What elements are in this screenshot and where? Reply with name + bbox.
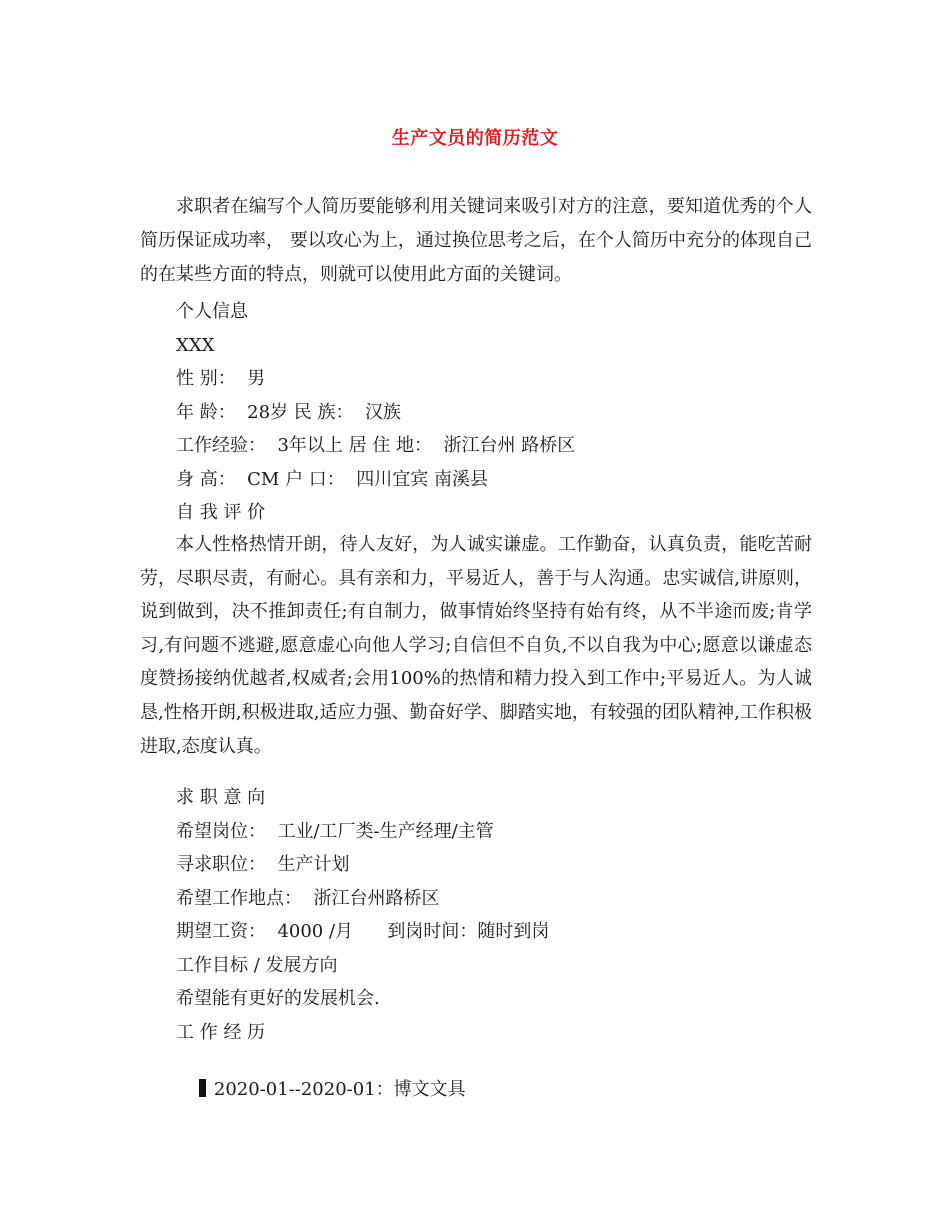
personal-info-heading: 个人信息 bbox=[176, 301, 248, 322]
goal-text: 希望能有更好的发展机会. bbox=[176, 988, 380, 1009]
document-title: 生产文员的简历范文 bbox=[391, 128, 559, 149]
desired-location-line: 希望工作地点： 浙江台州路桥区 bbox=[176, 888, 440, 909]
work-experience-entry bbox=[176, 1054, 466, 1126]
desired-position-line: 希望岗位： 工业/工厂类-生产经理/主管 bbox=[176, 821, 494, 842]
gender-line: 性 别： 男 bbox=[176, 368, 266, 389]
applicant-name: XXX bbox=[176, 335, 215, 356]
height-hukou-line: 身 高： CM 户 口： 四川宜宾 南溪县 bbox=[176, 469, 488, 490]
self-evaluation-heading: 自 我 评 价 bbox=[176, 502, 266, 523]
age-ethnicity-line: 年 龄： 28岁 民 族： 汉族 bbox=[176, 402, 401, 423]
job-intention-heading: 求 职 意 向 bbox=[176, 787, 266, 808]
sought-position-line: 寻求职位： 生产计划 bbox=[176, 854, 350, 875]
self-evaluation-text: 本人性格热情开朗，待人友好，为人诚实谦虚。工作勤奋，认真负责，能吃苦耐劳，尽职尽责，有耐心。具有亲和力，平易近人，善于与人沟通。忠实诚信,讲原则，说到做到，决不推卸责任;有自制力，做事情始终坚持有始有终，从不半途而废;肯学习,有问题不逃避,愿意虚心向他人学习;自信但不自负,不以自我为中心;愿意以谦虚态度赞扬接纳优越者,权威者;会用100%的热情和精力投入到工作中;平易近人。为人诚恳,性格开朗,积极进取,适应力强、勤奋好学、脚踏实地，有较强的团队精神,工作积极进取,态度认真。 bbox=[140, 534, 812, 757]
goal-heading: 工作目标 / 发展方向 bbox=[176, 955, 338, 976]
intro-paragraph: 求职者在编写个人简历要能够利用关键词来吸引对方的注意，要知道优秀的个人简历保证成功率， 要以攻心为上，通过换位思考之后，在个人简历中充分的体现自己的在某些方面的特点，则就可以使用此方面的关键词。 bbox=[140, 196, 812, 285]
bullet-icon bbox=[199, 1079, 206, 1097]
work-experience-heading: 工 作 经 历 bbox=[176, 1022, 266, 1043]
work-experience-entry-text: 2020-01--2020-01：博文文具 bbox=[213, 1079, 466, 1100]
salary-start-line: 期望工资： 4000 /月 到岗时间：随时到岗 bbox=[176, 921, 550, 942]
experience-residence-line: 工作经验： 3年以上 居 住 地： 浙江台州 路桥区 bbox=[176, 435, 576, 456]
